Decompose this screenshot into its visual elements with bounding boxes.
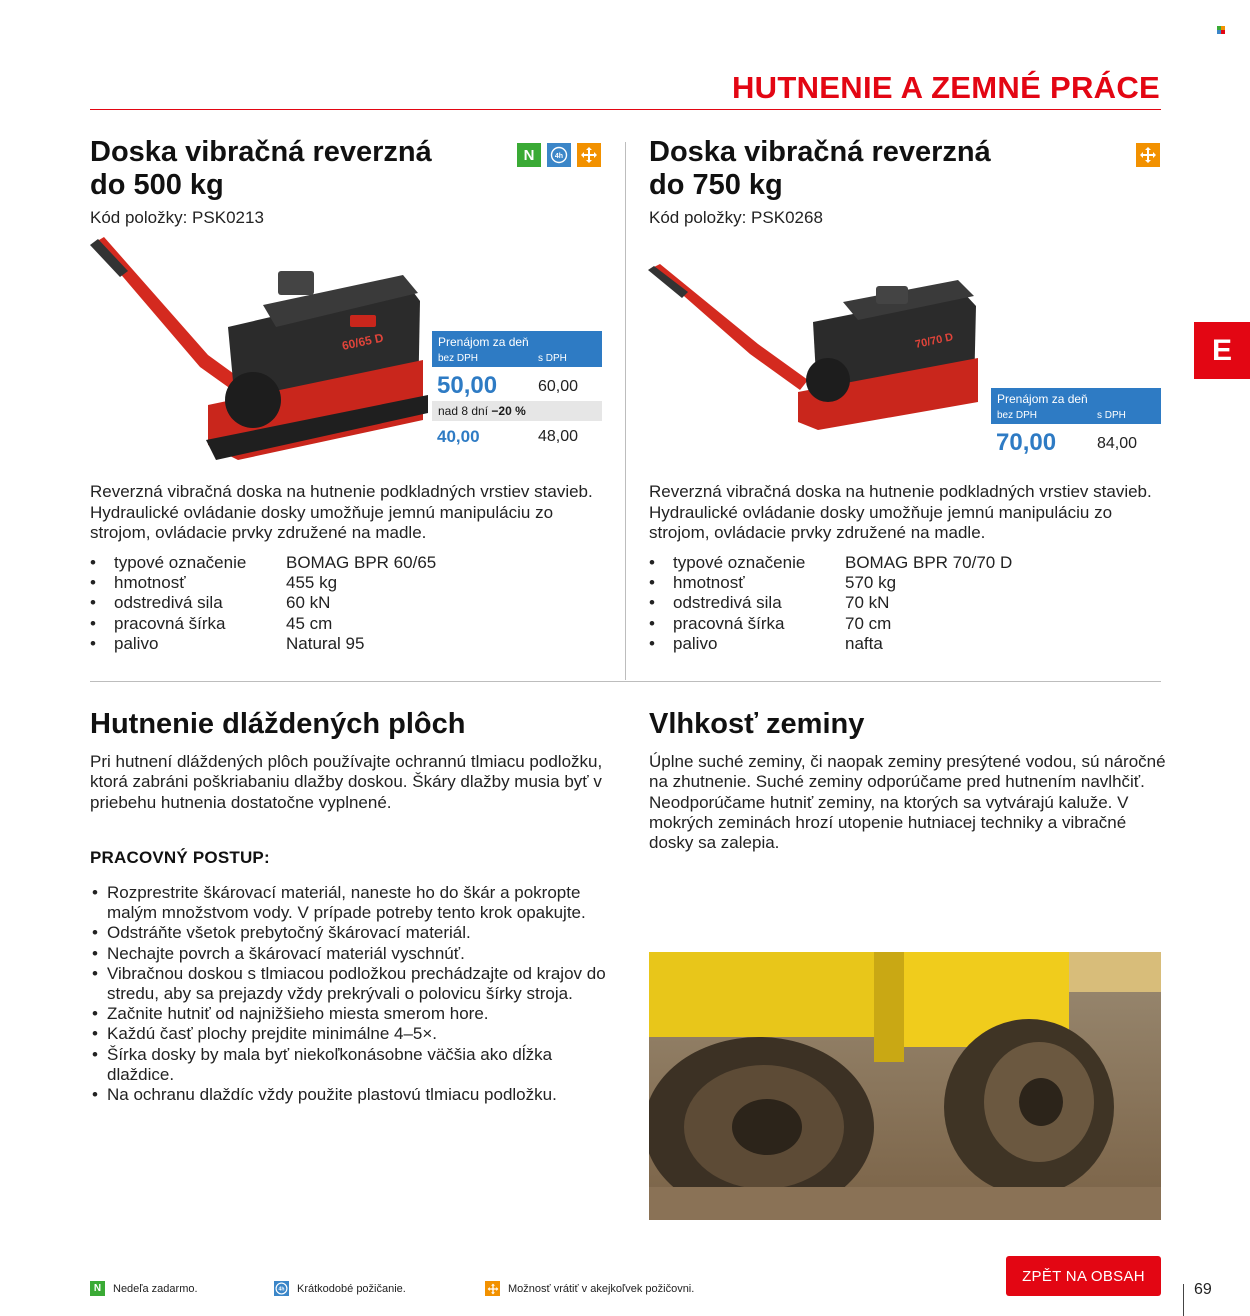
discount-text: nad 8 dní [438, 404, 489, 418]
price-heading: Prenájom za deň [997, 392, 1088, 406]
price-col-without-vat: bez DPH [997, 410, 1038, 421]
price-row [432, 367, 602, 401]
section-title: HUTNENIE A ZEMNÉ PRÁCE [732, 70, 1160, 105]
column-divider [625, 142, 626, 680]
price-header [991, 388, 1161, 424]
svg-text:4h: 4h [554, 153, 564, 160]
paving-section [90, 708, 610, 1105]
page-number: 69 [1194, 1281, 1212, 1298]
spec-value: 45 cm [286, 613, 333, 633]
price-without-vat: 50,00 [437, 372, 498, 399]
spec-label: pracovná šírka [114, 613, 226, 633]
spec-label: hmotnosť [673, 573, 745, 593]
vibratory-plate-image-1 [88, 235, 428, 465]
price-box-psk0268 [991, 388, 1161, 458]
discount-value: −20 % [491, 404, 526, 418]
spec-label: pracovná šírka [673, 613, 785, 633]
spec-label: typové označenie [114, 553, 247, 572]
price-row [991, 424, 1161, 458]
spec-value: 70 kN [845, 593, 890, 613]
spec-value: 70 cm [845, 613, 892, 633]
page-number-rule [1183, 1284, 1184, 1316]
price-without-vat: 70,00 [996, 429, 1057, 456]
discount-price-with-vat: 48,00 [538, 428, 579, 445]
svg-text:4h: 4h [278, 1286, 285, 1293]
legend-text: Nedeľa zadarmo. [113, 1282, 198, 1295]
return-anywhere-icon [1136, 143, 1160, 167]
spec-value: 570 kg [845, 573, 897, 593]
product-card-psk0268 [649, 136, 1169, 228]
spec-row: • odstredivá sila 70 kN [649, 593, 890, 613]
price-col-with-vat: s DPH [1097, 410, 1126, 421]
spec-value: 60 kN [286, 593, 331, 613]
section-divider [90, 681, 1161, 682]
paving-title: Hutnenie dláždených plôch [90, 708, 466, 740]
moisture-title: Vlhkosť zeminy [649, 708, 865, 740]
list-item: • Vibračnou doskou s tlmiacou podložkou prechádzajte od krajov do stredu, aby sa prejazdy vždy prekrývali o polovicu šírky stroja. [90, 964, 610, 1004]
spec-row: • typové označenie BOMAG BPR 70/70 D [649, 553, 1013, 572]
back-to-contents-button[interactable]: ZPĚT NA OBSAH [1006, 1256, 1161, 1296]
svg-text:70/70 D: 70/70 D [914, 331, 955, 351]
corner-mark-icon [1217, 26, 1225, 34]
product-icons [1136, 143, 1160, 167]
list-item: • Začnite hutniť od najnižšieho miesta smerom hore. [90, 1004, 610, 1024]
procedure-list [90, 883, 610, 1105]
spec-row: • palivo nafta [649, 633, 883, 653]
legend-item [485, 1281, 694, 1296]
spec-row: • typové označenie BOMAG BPR 60/65 [90, 553, 437, 572]
product-icons [517, 143, 601, 167]
spec-label: odstredivá sila [673, 593, 782, 613]
spec-list [90, 553, 436, 654]
spec-value: 455 kg [286, 573, 338, 593]
product-description: Reverzná vibračná doska na hutnenie podkladných vrstiev stavieb. Hydraulické ovládanie dosky umožňuje jemnú manipuláciu zo strojom, ovládacie prvky združené na madle. [90, 482, 593, 542]
list-item: • Nechajte povrch a škárovací materiál vyschnúť. [90, 944, 610, 964]
return-anywhere-icon [577, 143, 601, 167]
spec-value: BOMAG BPR 60/65 [286, 553, 437, 572]
product-code: Kód položky: PSK0213 [90, 208, 264, 227]
list-item: • Rozprestrite škárovací materiál, naneste ho do škár a pokropte malým množstvom vody. V prípade potreby tento krok opakujte. [90, 883, 610, 923]
spec-label: palivo [673, 633, 718, 653]
price-col-with-vat: s DPH [538, 353, 567, 364]
svg-text:60/65 D: 60/65 D [340, 330, 385, 353]
price-col-without-vat: bez DPH [438, 353, 479, 364]
price-box-psk0213 [432, 331, 602, 449]
spec-label: odstredivá sila [114, 593, 223, 613]
roller-wheels-photo [649, 952, 1161, 1220]
short-term-rental-icon [547, 143, 571, 167]
short-term-rental-icon [274, 1281, 289, 1296]
legend-item [274, 1281, 406, 1296]
spec-row: • pracovná šírka 45 cm [90, 613, 333, 633]
spec-row: • hmotnosť 455 kg [90, 573, 338, 593]
legend-text: Krátkodobé požičanie. [297, 1282, 406, 1295]
sunday-free-icon: N [517, 143, 541, 167]
spec-value: Natural 95 [286, 633, 365, 653]
spec-row: • hmotnosť 570 kg [649, 573, 897, 593]
spec-value: BOMAG BPR 70/70 D [845, 553, 1013, 572]
discount-price-without-vat: 40,00 [437, 427, 480, 446]
discount-row [432, 401, 602, 421]
spec-row: • pracovná šírka 70 cm [649, 613, 892, 633]
legend-item [90, 1281, 198, 1296]
price-with-vat: 84,00 [1097, 435, 1138, 452]
return-anywhere-icon [485, 1281, 500, 1296]
spec-value: nafta [845, 633, 883, 653]
moisture-paragraph: Úplne suché zeminy, či naopak zeminy presýtené vodou, sú náročné na zhutnenie. Suché zeminy odporúčame pred hutnením navlhčiť. Neodporúčame hutniť zeminy, na ktorých sa vytvárajú kaluže. V mokrých zeminách hrozí utopenie hutniacej techniky a vibračné dosky sa zalepia. [649, 752, 1166, 853]
spec-label: palivo [114, 633, 159, 653]
sunday-free-icon: N [90, 1281, 105, 1296]
list-item: • Šírka dosky by mala byť niekoľkonásobne väčšia ako dĺžka dlaždice. [90, 1045, 610, 1085]
list-item: • Každú časť plochy prejdite minimálne 4–5×. [90, 1024, 610, 1044]
header-rule [90, 109, 1161, 110]
spec-row: • palivo Natural 95 [90, 633, 365, 653]
legend-text: Možnosť vrátiť v akejkoľvek požičovni. [508, 1282, 695, 1295]
product-card-psk0213 [90, 136, 610, 228]
spec-label: hmotnosť [114, 573, 186, 593]
list-item: • Na ochranu dlaždíc vždy použite plastovú tlmiacu podložku. [90, 1085, 610, 1105]
price-header [432, 331, 602, 367]
product-title: Doska vibračná reverzná do 750 kg [649, 136, 991, 201]
product-title: Doska vibračná reverzná do 500 kg [90, 136, 432, 201]
list-item: • Odstráňte všetok prebytočný škárovací materiál. [90, 923, 610, 943]
vibratory-plate-image-2 [648, 262, 988, 432]
spec-list [649, 553, 1012, 654]
spec-label: typové označenie [673, 553, 806, 572]
price-heading: Prenájom za deň [438, 335, 529, 349]
spec-row: • odstredivá sila 60 kN [90, 593, 331, 613]
paving-paragraph: Pri hutnení dláždených plôch používajte ochrannú tlmiacu podložku, ktorá zabráni poškriabaniu dlažby doskou. Škáry dlažby musia byť v priebehu hutnenia dostatočne vyplnené. [90, 752, 603, 812]
price-with-vat: 60,00 [538, 378, 579, 395]
product-description: Reverzná vibračná doska na hutnenie podkladných vrstiev stavieb. Hydraulické ovládanie dosky umožňuje jemnú manipuláciu zo strojom, ovládacie prvky združené na madle. [649, 482, 1152, 542]
chapter-tab[interactable]: E [1194, 322, 1250, 379]
product-code: Kód položky: PSK0268 [649, 208, 823, 227]
procedure-title: PRACOVNÝ POSTUP: [90, 847, 270, 867]
moisture-section [649, 708, 1169, 853]
discount-price-row [432, 421, 602, 449]
